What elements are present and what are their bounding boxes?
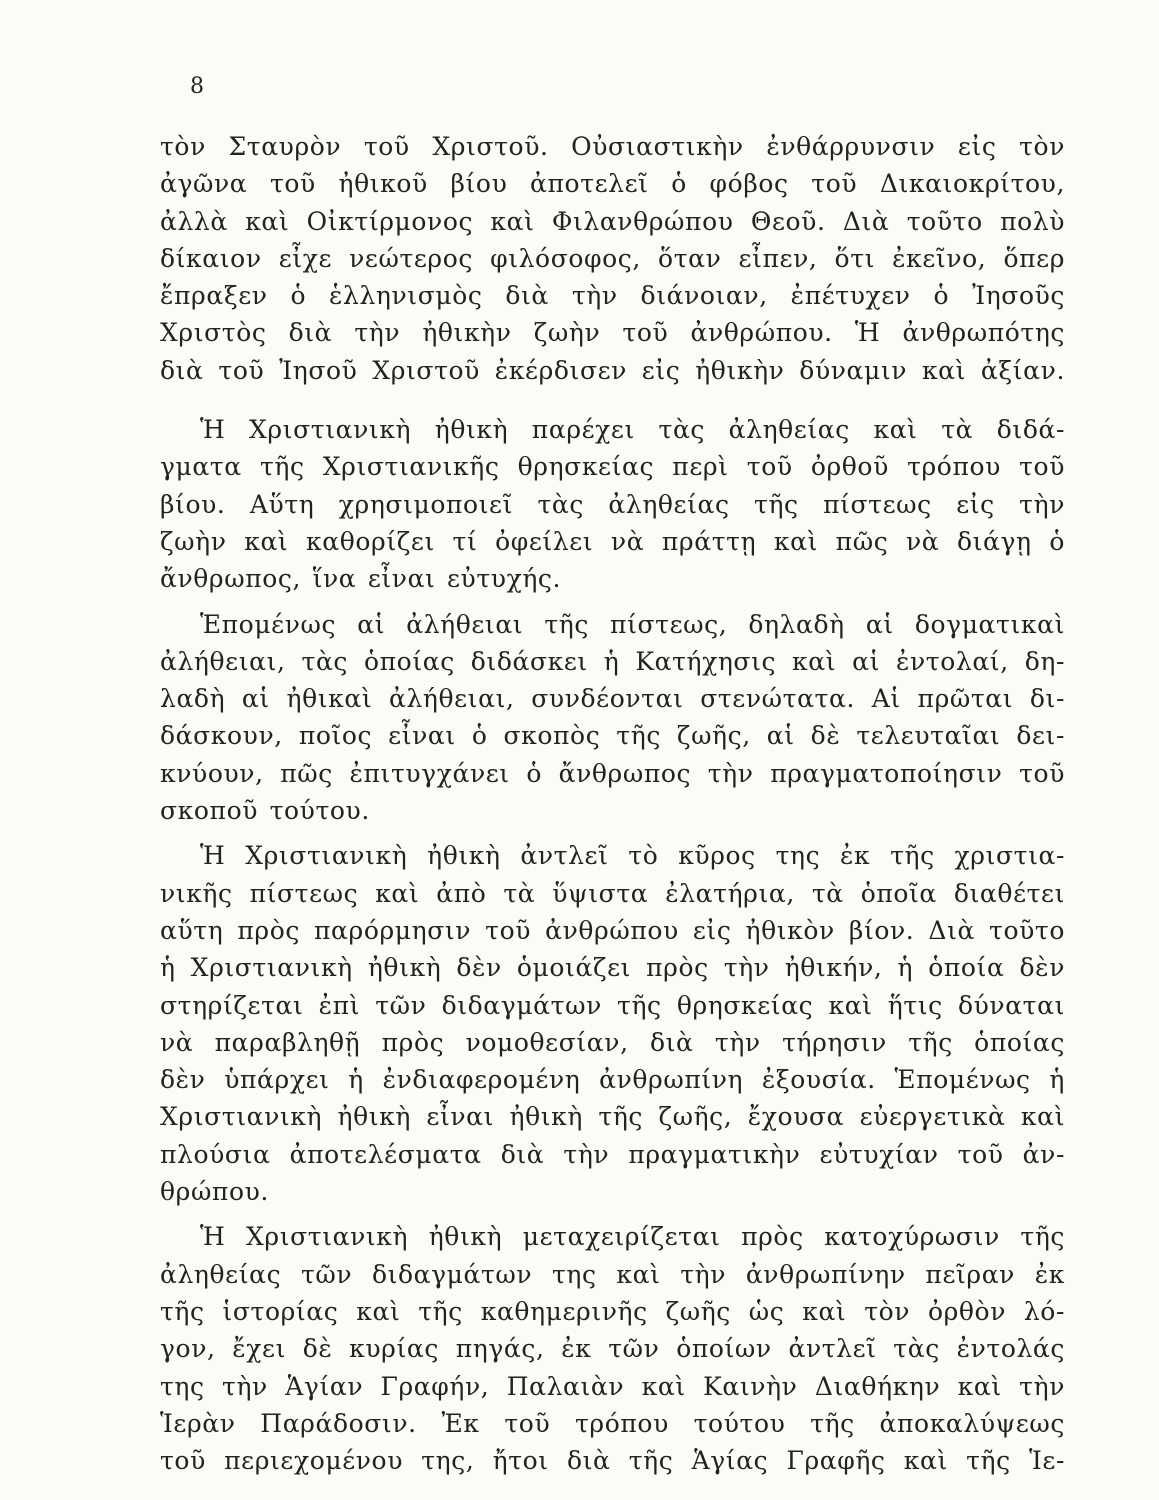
text-line: διὰ τοῦ Ἰησοῦ Χριστοῦ ἐκέρδισεν εἰς ἠθικὴν δύναμιν καὶ ἀξίαν.: [160, 355, 1065, 385]
text-line: βίου. Αὕτη χρησιμοποιεῖ τὰς ἀληθείας τῆς πίστεως εἰς τὴν: [160, 489, 1065, 519]
paragraph-1: [160, 128, 1065, 389]
text-line: αὕτη πρὸς παρόρμησιν τοῦ ἀνθρώπου εἰς ἠθικὸν βίον. Διὰ τοῦτο: [160, 915, 1065, 945]
paragraph-gap: [160, 598, 1065, 606]
text-line: τῆς ἱστορίας καὶ τῆς καθημερινῆς ζωῆς ὡς καὶ τὸν ὀρθὸν λό-: [160, 1296, 1065, 1326]
text-line: Χριστὸς διὰ τὴν ἠθικὴν ζωὴν τοῦ ἀνθρώπου. Ἡ ἀνθρωπότης: [160, 318, 1065, 348]
text-line: Ἡ Χριστιανικὴ ἠθικὴ παρέχει τὰς ἀληθείας καὶ τὰ διδά-: [200, 415, 1065, 445]
text-line: Ἱερὰν Παράδοσιν. Ἐκ τοῦ τρόπου τούτου τῆς ἀποκαλύψεως: [160, 1408, 1065, 1438]
text-line: δὲν ὑπάρχει ἡ ἐνδιαφερομένη ἀνθρωπίνη ἐξουσία. Ἑπομένως ἡ: [160, 1065, 1065, 1095]
text-line: νὰ παραβληθῇ πρὸς νομοθεσίαν, διὰ τὴν τήρησιν τῆς ὁποίας: [160, 1027, 1065, 1057]
text-line: λαδὴ αἱ ἠθικαὶ ἀλήθειαι, συνδέονται στενώτατα. Αἱ πρῶται δι-: [160, 684, 1065, 714]
paragraph-gap: [160, 389, 1065, 411]
text-line: σκοποῦ τούτου.: [160, 796, 370, 826]
text-line: ἀληθείας τῶν διδαγμάτων της καὶ τὴν ἀνθρωπίνην πεῖραν ἐκ: [160, 1259, 1065, 1289]
text-line: της τὴν Ἁγίαν Γραφήν, Παλαιὰν καὶ Καινὴν Διαθήκην καὶ τὴν: [160, 1371, 1065, 1401]
text-line: θρώπου.: [160, 1177, 269, 1207]
text-line: πλούσια ἀποτελέσματα διὰ τὴν πραγματικὴν εὐτυχίαν τοῦ ἀν-: [160, 1139, 1065, 1169]
text-line: Ἑπομένως αἱ ἀλήθειαι τῆς πίστεως, δηλαδὴ αἱ δογματικαὶ: [200, 609, 1065, 639]
text-line: Ἡ Χριστιανικὴ ἠθικὴ ἀντλεῖ τὸ κῦρος της ἐκ τῆς χριστια-: [200, 841, 1065, 871]
text-line: ἀλήθειαι, τὰς ὁποίας διδάσκει ἡ Κατήχησις καὶ αἱ ἐντολαί, δη-: [160, 646, 1065, 676]
text-line: γματα τῆς Χριστιανικῆς θρησκείας περὶ τοῦ ὀρθοῦ τρόπου τοῦ: [160, 452, 1065, 482]
text-line: δάσκουν, ποῖος εἶναι ὁ σκοπὸς τῆς ζωῆς, αἱ δὲ τελευταῖαι δει-: [160, 721, 1065, 751]
text-line: τὸν Σταυρὸν τοῦ Χριστοῦ. Οὐσιαστικὴν ἐνθάρρυνσιν εἰς τὸν: [160, 132, 1065, 161]
paragraph-5: [160, 1218, 1065, 1479]
text-line: Χριστιανικὴ ἠθικὴ εἶναι ἠθικὴ τῆς ζωῆς, ἔχουσα εὐεργετικὰ καὶ: [160, 1102, 1065, 1132]
paragraph-3: [160, 606, 1065, 830]
text-line: κνύουν, πῶς ἐπιτυγχάνει ὁ ἄνθρωπος τὴν πραγματοποίησιν τοῦ: [160, 758, 1065, 788]
text-line: νικῆς πίστεως καὶ ἀπὸ τὰ ὕψιστα ἐλατήρια, τὰ ὁποῖα διαθέτει: [160, 878, 1065, 908]
text-line: ἄνθρωπος, ἵνα εἶναι εὐτυχής.: [160, 564, 562, 594]
text-line: ἡ Χριστιανικὴ ἠθικὴ δὲν ὁμοιάζει πρὸς τὴν ἠθικήν, ἡ ὁποία δὲν: [160, 953, 1065, 983]
text-line: τοῦ περιεχομένου της, ἤτοι διὰ τῆς Ἁγίας Γραφῆς καὶ τῆς Ἱε-: [160, 1446, 1065, 1476]
paragraph-4: [160, 837, 1065, 1210]
text-line: ἀγῶνα τοῦ ἠθικοῦ βίου ἀποτελεῖ ὁ φόβος τοῦ Δικαιοκρίτου,: [160, 169, 1065, 199]
text-line: Ἡ Χριστιανικὴ ἠθικὴ μεταχειρίζεται πρὸς κατοχύρωσιν τῆς: [200, 1222, 1065, 1252]
text-line: στηρίζεται ἐπὶ τῶν διδαγμάτων τῆς θρησκείας καὶ ἥτις δύναται: [160, 990, 1065, 1020]
paragraph-gap: [160, 1210, 1065, 1218]
paragraph-gap: [160, 829, 1065, 837]
body-text: [160, 128, 1065, 1479]
text-line: δίκαιον εἶχε νεώτερος φιλόσοφος, ὅταν εἶπεν, ὅτι ἐκεῖνο, ὅπερ: [160, 243, 1065, 273]
paragraph-2: [160, 411, 1065, 597]
page-number: 8: [190, 74, 204, 99]
text-line: ἀλλὰ καὶ Οἰκτίρμονος καὶ Φιλανθρώπου Θεοῦ. Διὰ τοῦτο πολὺ: [160, 206, 1065, 236]
text-line: ἔπραξεν ὁ ἑλληνισμὸς διὰ τὴν διάνοιαν, ἐπέτυχεν ὁ Ἰησοῦς: [160, 281, 1065, 311]
text-line: γον, ἔχει δὲ κυρίας πηγάς, ἐκ τῶν ὁποίων ἀντλεῖ τὰς ἐντολάς: [160, 1334, 1065, 1364]
text-line: ζωὴν καὶ καθορίζει τί ὀφείλει νὰ πράττῃ καὶ πῶς νὰ διάγῃ ὁ: [160, 526, 1065, 556]
